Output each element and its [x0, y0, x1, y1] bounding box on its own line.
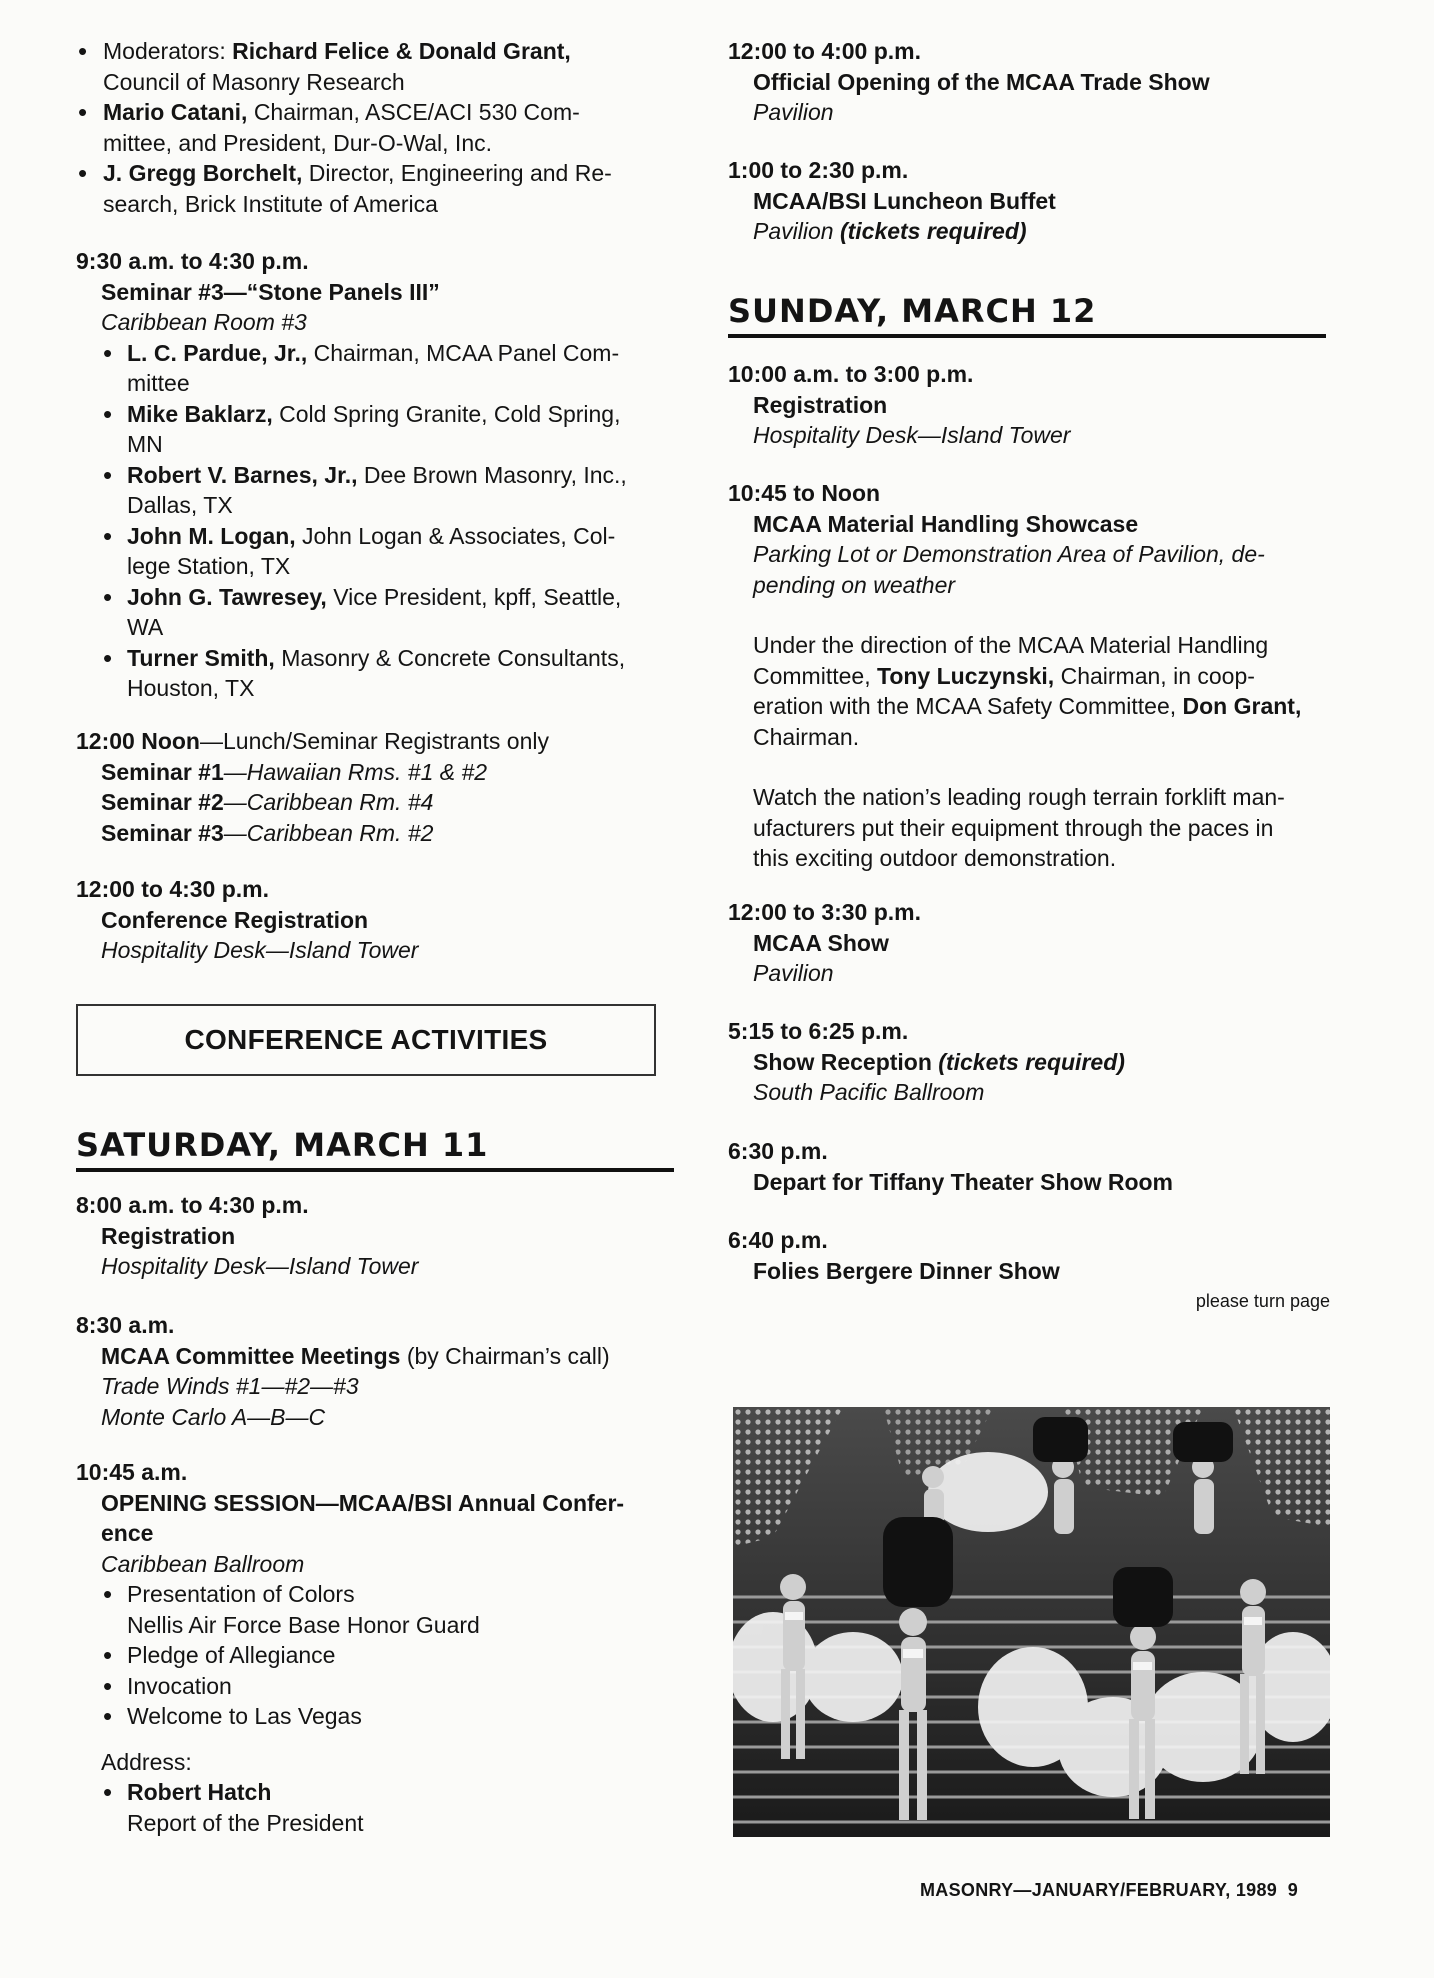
publication-name: MASONRY—JANUARY/FEBRUARY, 1989	[920, 1880, 1278, 1900]
showgirls-photo	[733, 1407, 1330, 1837]
seminar3-block	[76, 246, 676, 704]
event-title	[76, 1488, 676, 1549]
event-location: Caribbean Ballroom	[101, 1550, 305, 1577]
event-title: Conference Registration	[101, 906, 369, 933]
speaker-affiliation: search, Brick Institute of America	[103, 190, 438, 217]
sunday-registration-block	[728, 359, 1328, 451]
event-title: Registration	[101, 1222, 236, 1249]
paragraph-line: Under the direction of the MCAA Material Handling	[753, 632, 1269, 658]
event-title: MCAA/BSI Luncheon Buffet	[753, 187, 1056, 214]
event-time: 12:00 to 3:30 p.m.	[728, 899, 922, 925]
conference-activities-box	[76, 1004, 656, 1076]
speaker-affiliation: WA	[127, 614, 164, 640]
event-location: —Caribbean Rm. #2	[223, 819, 434, 846]
dinner-show-block	[728, 1225, 1328, 1286]
paragraph-line: Committee,	[753, 662, 871, 689]
list-item	[101, 460, 676, 521]
photo-image	[733, 1407, 1330, 1837]
event-note: (by Chairman’s call)	[400, 1342, 610, 1369]
speaker-name: Turner Smith,	[127, 644, 275, 671]
event-location: —Hawaiian Rms. #1 & #2	[223, 758, 488, 785]
paragraph-line: this exciting outdoor demonstration.	[753, 845, 1117, 871]
moderators-list	[76, 36, 676, 219]
paragraph-line: eration with the MCAA Safety Committee,	[753, 693, 1177, 719]
committee-block	[76, 1310, 676, 1432]
sunday-heading: SUNDAY, MARCH 12	[728, 292, 1326, 338]
event-time: 12:00 to 4:00 p.m.	[728, 38, 922, 64]
program-item: Presentation of Colors	[127, 1581, 355, 1607]
speaker-affiliation: MN	[127, 431, 163, 457]
speaker-name: J. Gregg Borchelt,	[103, 160, 303, 186]
event-time: 6:40 p.m.	[728, 1227, 828, 1253]
box-title: CONFERENCE ACTIVITIES	[184, 1024, 548, 1055]
event-time: 10:45 a.m.	[76, 1459, 188, 1485]
speaker-name: Richard Felice & Donald Grant,	[232, 38, 571, 64]
list-item	[76, 36, 676, 97]
speaker-affiliation: Dallas, TX	[127, 492, 233, 518]
speaker-affiliation: Council of Masonry Research	[103, 68, 405, 95]
event-time: 9:30 a.m. to 4:30 p.m.	[76, 248, 309, 274]
event-time: 8:30 a.m.	[76, 1312, 175, 1338]
event-time: 12:00 to 4:30 p.m.	[76, 876, 270, 902]
saturday-heading: SATURDAY, MARCH 11	[76, 1126, 674, 1172]
showcase-paragraph-2	[728, 782, 1328, 874]
event-time: 10:45 to Noon	[728, 480, 881, 506]
event-location: Hospitality Desk—Island Tower	[101, 1253, 419, 1279]
speaker-name: L. C. Pardue, Jr.,	[127, 339, 308, 366]
speaker-affiliation: Chairman, MCAA Panel Com-	[313, 339, 620, 366]
speaker-affiliation: Director, Engineering and Re-	[308, 160, 612, 186]
paragraph-line: Chairman.	[753, 723, 860, 750]
list-item: • Welcome to Las Vegas	[101, 1701, 676, 1732]
event-location: Monte Carlo A—B—C	[101, 1403, 326, 1430]
showcase-block	[728, 478, 1328, 874]
event-location: Pavilion	[753, 218, 834, 244]
event-location: South Pacific Ballroom	[753, 1079, 985, 1105]
moderators-label: Moderators:	[103, 38, 233, 64]
conference-registration-block	[76, 874, 676, 966]
event-location: Trade Winds #1—#2—#3	[101, 1373, 359, 1399]
turn-page-note: please turn page	[1195, 1291, 1330, 1311]
luncheon-block	[728, 155, 1328, 247]
list-item	[101, 1579, 676, 1640]
speaker-role: Report of the President	[127, 1809, 364, 1836]
speaker-name: Mike Baklarz,	[127, 400, 273, 427]
event-location: Parking Lot or Demonstration Area of Pavilion, de-	[753, 541, 1265, 567]
list-item: • Pledge of Allegiance	[101, 1640, 676, 1671]
event-title: Seminar #3—“Stone Panels III”	[101, 278, 440, 305]
ticket-note: (tickets required)	[938, 1048, 1125, 1075]
event-title: Folies Bergere Dinner Show	[753, 1257, 1060, 1284]
speaker-affiliation: lege Station, TX	[127, 553, 291, 579]
speaker-name: Robert Hatch	[127, 1779, 272, 1805]
speaker-list	[76, 338, 676, 704]
list-item	[101, 399, 676, 460]
event-title-line: ence	[101, 1520, 154, 1546]
paragraph-line: ufacturers put their equipment through the paces in	[753, 814, 1274, 841]
list-item	[76, 97, 676, 158]
speaker-affiliation: Houston, TX	[127, 675, 255, 701]
showcase-paragraph-1	[728, 630, 1328, 752]
event-title: Registration	[753, 391, 888, 418]
speaker-affiliation: Vice President, kpff, Seattle,	[333, 583, 622, 610]
event-title: —Lunch/Seminar Registrants only	[199, 728, 549, 754]
mcaa-show-block	[728, 897, 1328, 989]
event-title: Show Reception	[753, 1048, 932, 1075]
seminar-name: Seminar #1	[101, 758, 224, 785]
list-item	[101, 1777, 676, 1838]
event-location: pending on weather	[753, 571, 956, 598]
event-location: Pavilion	[753, 960, 834, 986]
speaker-name: Robert V. Barnes, Jr.,	[127, 461, 358, 488]
event-location: Hospitality Desk—Island Tower	[753, 422, 1071, 448]
list-item	[101, 582, 676, 643]
event-location: Caribbean Room #3	[101, 309, 307, 335]
reception-block	[728, 1016, 1328, 1108]
ticket-note: (tickets required)	[839, 218, 1027, 244]
lunch-block	[76, 726, 676, 848]
seminar-name: Seminar #2	[101, 789, 224, 815]
trade-show-block	[728, 36, 1328, 128]
event-location: —Caribbean Rm. #4	[223, 789, 434, 815]
person-name: Don Grant,	[1182, 693, 1302, 719]
list-item	[101, 338, 676, 399]
list-item: • Invocation	[101, 1671, 676, 1702]
speaker-name: Mario Catani,	[103, 99, 248, 125]
speaker-affiliation: Masonry & Concrete Consultants,	[281, 644, 626, 671]
opening-session-block	[76, 1457, 676, 1838]
paragraph-line: Chairman, in coop-	[1060, 662, 1255, 689]
event-time: 5:15 to 6:25 p.m.	[728, 1018, 909, 1044]
saturday-registration-block	[76, 1190, 676, 1282]
event-title: MCAA Material Handling Showcase	[753, 510, 1139, 537]
event-title: Official Opening of the MCAA Trade Show	[753, 68, 1210, 95]
paragraph-line: Watch the nation’s leading rough terrain forklift man-	[753, 784, 1285, 810]
event-time: 12:00 Noon	[76, 728, 200, 754]
event-time: 6:30 p.m.	[728, 1138, 828, 1164]
event-time: 10:00 a.m. to 3:00 p.m.	[728, 361, 974, 387]
event-title: Depart for Tiffany Theater Show Room	[753, 1168, 1174, 1195]
program-list	[76, 1579, 676, 1838]
depart-block	[728, 1136, 1328, 1197]
event-location: Pavilion	[753, 99, 834, 125]
seminar-name: Seminar #3	[101, 819, 224, 846]
event-time: 8:00 a.m. to 4:30 p.m.	[76, 1192, 309, 1218]
person-name: Tony Luczynski,	[876, 662, 1055, 689]
page-footer	[920, 1880, 1298, 1901]
speaker-affiliation: mittee	[127, 370, 190, 396]
event-title: MCAA Committee Meetings	[101, 1342, 401, 1369]
list-item	[101, 643, 676, 704]
page-number: 9	[1287, 1880, 1298, 1900]
speaker-name: John G. Tawresey,	[127, 583, 327, 610]
event-title: MCAA Show	[753, 929, 889, 956]
speaker-affiliation: Cold Spring Granite, Cold Spring,	[279, 400, 621, 427]
speaker-affiliation: Dee Brown Masonry, Inc.,	[363, 461, 627, 488]
program-item-detail: Nellis Air Force Base Honor Guard	[127, 1611, 480, 1638]
list-item	[101, 521, 676, 582]
speaker-affiliation: mittee, and President, Dur-O-Wal, Inc.	[103, 129, 493, 156]
event-title-line: OPENING SESSION—MCAA/BSI Annual Confer-	[101, 1489, 625, 1516]
address-label: Address:	[101, 1748, 192, 1775]
speaker-name: John M. Logan,	[127, 522, 296, 549]
speaker-affiliation: John Logan & Associates, Col-	[302, 522, 616, 549]
event-time: 1:00 to 2:30 p.m.	[728, 157, 909, 183]
event-location: Hospitality Desk—Island Tower	[101, 937, 419, 963]
list-item	[76, 158, 676, 219]
speaker-affiliation: Chairman, ASCE/ACI 530 Com-	[253, 99, 580, 125]
